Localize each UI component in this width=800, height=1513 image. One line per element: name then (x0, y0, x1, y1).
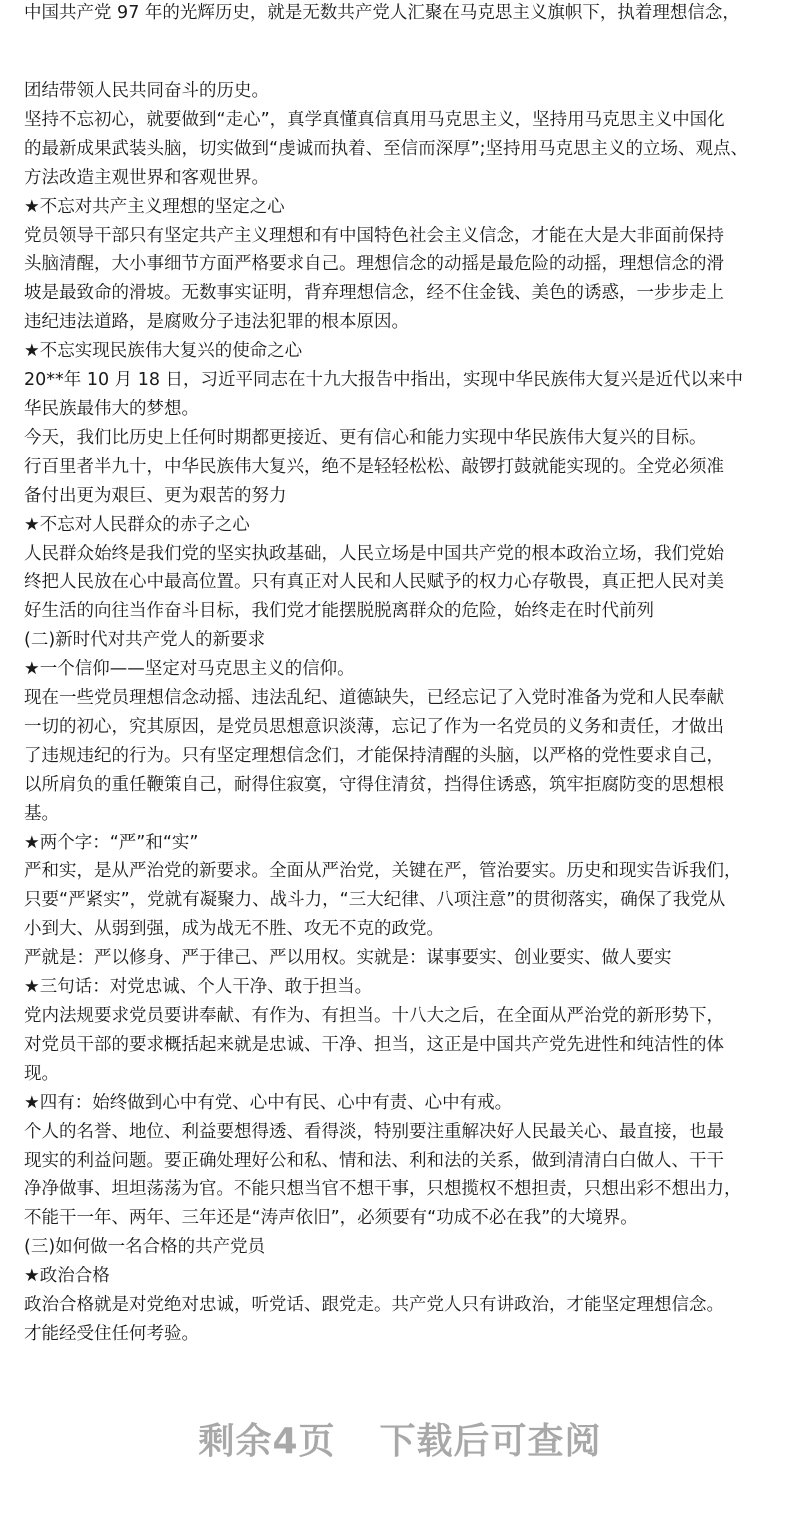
text-line: 才能经受住任何考验。 (24, 1323, 199, 1344)
text-line: 政治合格就是对党绝对忠诚，听党话、跟党走。共产党人只有讲政治，才能坚定理想信念。 (24, 1295, 724, 1316)
text-line: 方法改造主观世界和客观世界。 (24, 167, 269, 188)
text-line: 严和实，是从严治党的新要求。全面从严治党，关键在严，管治要实。历史和现实告诉我们， (24, 861, 742, 882)
text-line: 坡是最致命的滑坡。无数事实证明，背弃理想信念，经不住金钱、美色的诱惑，一步步走上 (24, 283, 724, 304)
text-line: 现。 (24, 1063, 59, 1084)
text-line: 华民族最伟大的梦想。 (24, 398, 199, 419)
section-heading-line: ★四有：始终做到心中有党、心中有民、心中有责、心中有戒。 (24, 1092, 513, 1113)
text-line: 今天，我们比历史上任何时期都更接近、更有信心和能力实现中华民族伟大复兴的目标。 (24, 427, 707, 448)
text-line: 行百里者半九十，中华民族伟大复兴，绝不是轻轻松松、敲锣打鼓就能实现的。全党必须准 (24, 456, 724, 477)
section-heading-line: (三)如何做一名合格的共产党员 (24, 1237, 266, 1258)
section-heading-line: ★三句话：对党忠诚、个人干净、敢于担当。 (24, 977, 373, 998)
download-to-view-label[interactable]: 下载后可查阅 (379, 1421, 602, 1462)
text-line: 党员领导干部只有坚定共产主义理想和有中国特色社会主义信念，才能在大是大非面前保持 (24, 225, 724, 246)
text-line: 人民群众始终是我们党的坚实执政基础，人民立场是中国共产党的根本政治立场，我们党始 (24, 543, 724, 564)
text-line: 坚持不忘初心，就要做到“走心”，真学真懂真信真用马克思主义，坚持用马克思主义中国化 (24, 109, 725, 130)
text-line: 好生活的向往当作奋斗目标，我们党才能摆脱脱离群众的危险，始终走在时代前列 (24, 601, 654, 622)
section-heading-line: ★不忘实现民族伟大复兴的使命之心 (24, 341, 303, 362)
text-line: 党内法规要求党员要讲奉献、有作为、有担当。十八大之后，在全面从严治党的新形势下， (24, 1006, 724, 1026)
remaining-pages-label: 剩余4页 (198, 1421, 336, 1462)
section-heading-line: (二)新时代对共产党人的新要求 (24, 630, 266, 651)
section-heading-line: ★不忘对人民群众的赤子之心 (24, 514, 250, 535)
download-prompt[interactable] (0, 1413, 800, 1464)
text-line: 不能干一年、两年、三年还是“涛声依旧”，必须要有“功成不必在我”的大境界。 (24, 1208, 638, 1229)
text-line: 严就是：严以修身、严于律己、严以用权。实就是：谋事要实、创业要实、做人要实 (24, 948, 672, 969)
text-line: 20**年 10 月 18 日，习近平同志在十九大报告中指出，实现中华民族伟大复兴是近代以来中 (24, 370, 744, 391)
text-line: 备付出更为艰巨、更为艰苦的努力 (24, 485, 287, 506)
text-line: 团结带领人民共同奋斗的历史。 (24, 81, 269, 101)
section-heading-line: ★不忘对共产主义理想的坚定之心 (24, 196, 285, 217)
section-heading-line: ★一个信仰——坚定对马克思主义的信仰。 (24, 659, 355, 680)
text-line: 小到大、从弱到强，成为战无不胜、攻无不克的政党。 (24, 919, 444, 940)
section-heading-line: ★政治合格 (24, 1266, 110, 1287)
text-line: 的最新成果武装头脑，切实做到“虔诚而执着、至信而深厚”;坚持用马克思主义的立场、观点、 (24, 138, 749, 159)
text-line: 净净做事、坦坦荡荡为官。不能只想当官不想干事，只想揽权不想担责，只想出彩不想出力， (24, 1179, 742, 1200)
section-heading-line: ★两个字：“严”和“实” (24, 832, 199, 853)
document-first-line: 中国共产党 97 年的光辉历史，就是无数共产党人汇聚在马克思主义旗帜下，执着理想信念， (24, 3, 740, 23)
text-line: 只要“严紧实”，党就有凝聚力、战斗力，“三大纪律、八项注意”的贯彻落实，确保了我党从 (24, 890, 726, 911)
text-line: 个人的名誉、地位、利益要想得透、看得淡，特别要注重解决好人民最关心、最直接，也最 (24, 1121, 724, 1142)
text-line: 现在一些党员理想信念动摇、违法乱纪、道德缺失，已经忘记了入党时准备为党和人民奉献 (24, 688, 724, 709)
text-line: 对党员干部的要求概括起来就是忠诚、干净、担当，这正是中国共产党先进性和纯洁性的体 (24, 1034, 724, 1055)
text-line: 了违规违纪的行为。只有坚定理想信念们，才能保持清醒的头脑，以严格的党性要求自己， (24, 745, 724, 766)
text-line: 基。 (24, 803, 59, 824)
text-line: 现实的利益问题。要正确处理好公和私、情和法、利和法的关系，做到清清白白做人、干干 (24, 1150, 724, 1171)
text-line: 一切的初心，究其原因，是党员思想意识淡薄，忘记了作为一名党员的义务和责任，才做出 (24, 716, 724, 737)
text-line: 头脑清醒，大小事细节方面严格要求自己。理想信念的动摇是最危险的动摇，理想信念的滑 (24, 254, 724, 275)
text-line: 以所肩负的重任鞭策自己，耐得住寂寞，守得住清贫，挡得住诱惑，筑牢拒腐防变的思想根 (24, 774, 724, 795)
text-line: 终把人民放在心中最高位置。只有真正对人民和人民赋予的权力心存敬畏，真正把人民对美 (24, 572, 724, 593)
text-line: 违纪违法道路，是腐败分子违法犯罪的根本原因。 (24, 312, 409, 333)
document-body (24, 77, 784, 1349)
